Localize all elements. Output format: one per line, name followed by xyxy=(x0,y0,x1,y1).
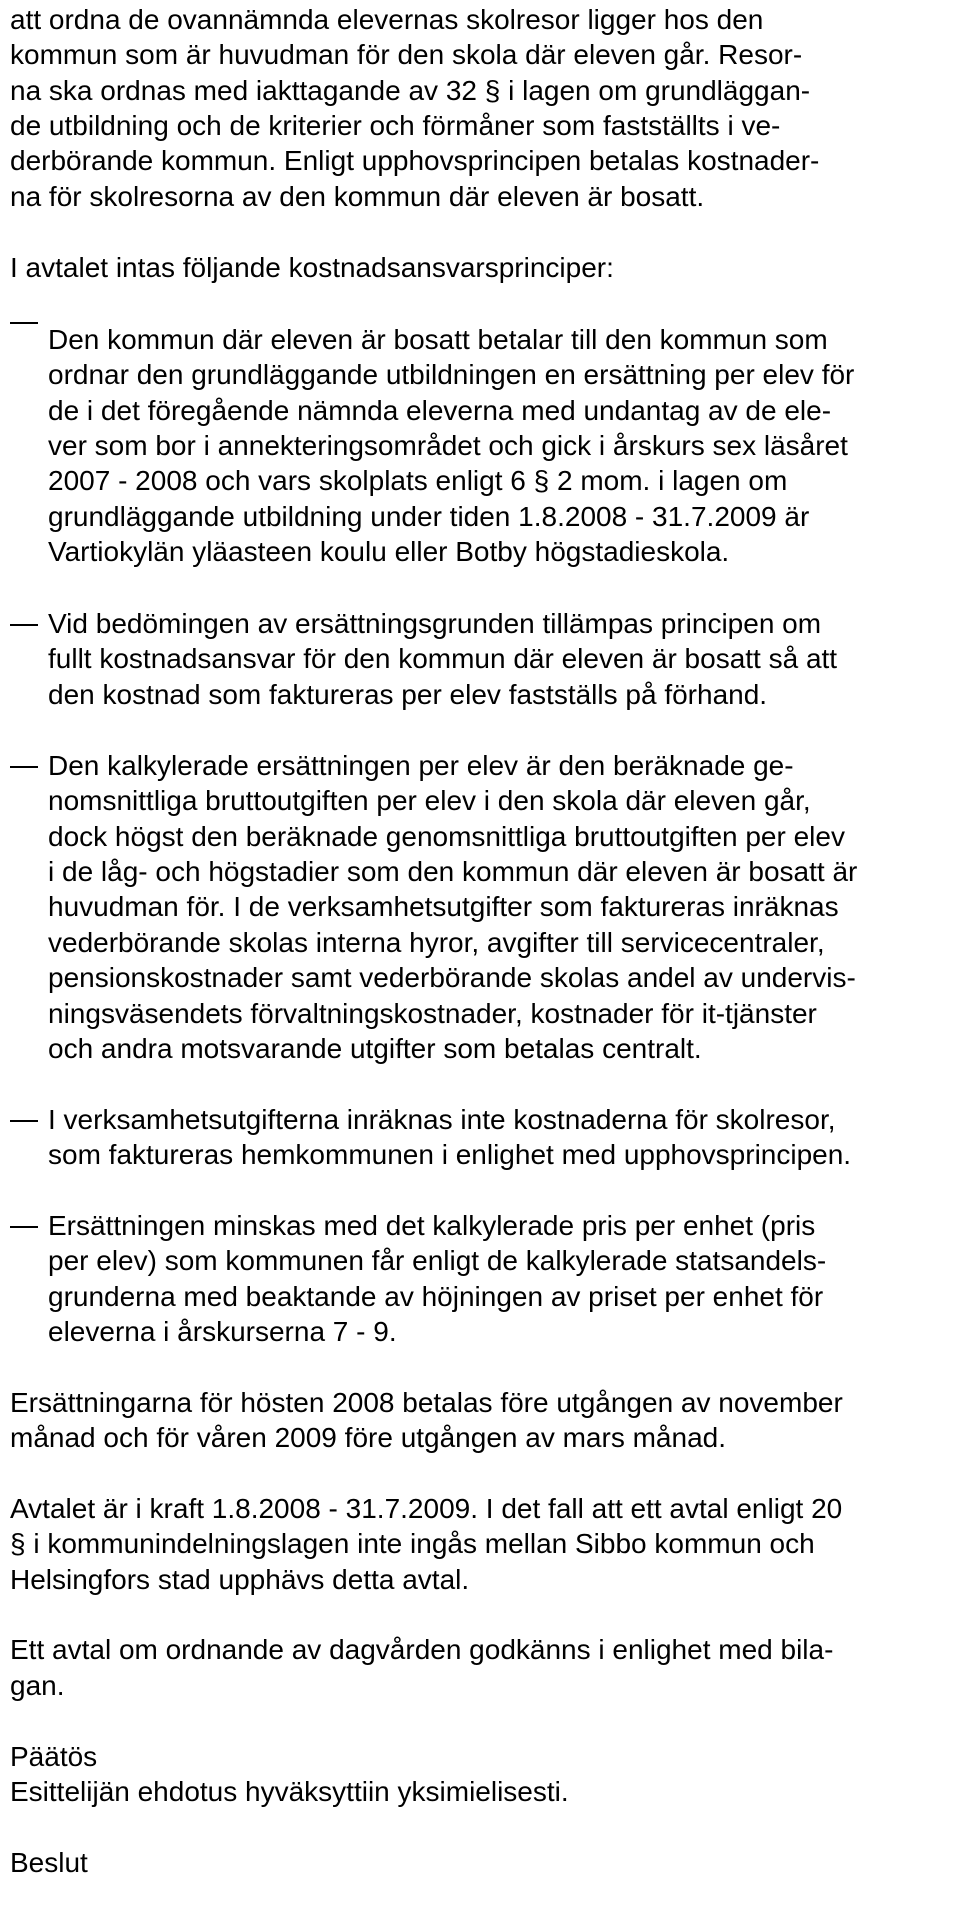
text-line: i de låg- och högstadier som den kommun där eleven är bosatt är xyxy=(48,856,858,887)
text-line: Ett avtal om ordnande av dagvården godkänns i enlighet med bila- xyxy=(10,1634,834,1665)
text-line: och andra motsvarande utgifter som betalas centralt. xyxy=(48,1033,702,1064)
text-line: na för skolresorna av den kommun där eleven är bosatt. xyxy=(10,181,705,212)
text-line: dock högst den beräknade genomsnittliga bruttoutgiften per elev xyxy=(48,821,845,852)
text-line: Den kommun där eleven är bosatt betalar till den kommun som xyxy=(48,324,828,355)
text-line: ver som bor i annekteringsområdet och gick i årskurs sex läsåret xyxy=(48,430,848,461)
text-line: Ersättningen minskas med det kalkylerade pris per enhet (pris xyxy=(48,1210,816,1241)
text-line: Ersättningarna för hösten 2008 betalas före utgången av november xyxy=(10,1387,843,1418)
text-line: Avtalet är i kraft 1.8.2008 - 31.7.2009. I det fall att ett avtal enligt 20 xyxy=(10,1493,843,1524)
decision-heading-fi: Päätös xyxy=(10,1741,98,1772)
text-line: grunderna med beaktande av höjningen av priset per enhet för xyxy=(48,1281,824,1312)
text-line: månad och för våren 2009 före utgången av mars månad. xyxy=(10,1422,726,1453)
text-line: I verksamhetsutgifterna inräknas inte kostnaderna för skolresor, xyxy=(48,1104,836,1135)
text-line: kommun som är huvudman för den skola där eleven går. Resor- xyxy=(10,39,803,70)
text-line: eleverna i årskurserna 7 - 9. xyxy=(48,1316,397,1347)
text-line: Vid bedömingen av ersättningsgrunden tillämpas principen om xyxy=(48,608,822,639)
text-line: 2007 - 2008 och vars skolplats enligt 6 § 2 mom. i lagen om xyxy=(48,465,788,496)
dash-bullet-icon xyxy=(10,766,38,768)
text-line: den kostnad som faktureras per elev fastställs på förhand. xyxy=(48,679,768,710)
text-line: de utbildning och de kriterier och förmåner som fastställts i ve- xyxy=(10,110,781,141)
principles-intro: I avtalet intas följande kostnadsansvarsprinciper: xyxy=(10,252,614,283)
text-line: fullt kostnadsansvar för den kommun där eleven är bosatt så att xyxy=(48,643,838,674)
text-line: vederbörande skolas interna hyror, avgifter till servicecentraler, xyxy=(48,927,825,958)
text-line: Helsingfors stad upphävs detta avtal. xyxy=(10,1564,470,1595)
text-line: Vartiokylän yläasteen koulu eller Botby högstadieskola. xyxy=(48,536,730,567)
text-line: grundläggande utbildning under tiden 1.8.2008 - 31.7.2009 är xyxy=(48,501,810,532)
text-line: huvudman för. I de verksamhetsutgifter som faktureras inräknas xyxy=(48,891,839,922)
dash-bullet-icon xyxy=(10,1226,38,1228)
dash-bullet-icon xyxy=(10,624,38,626)
text-line: derbörande kommun. Enligt upphovsprincipen betalas kostnader- xyxy=(10,145,820,176)
text-line: att ordna de ovannämnda elevernas skolresor ligger hos den xyxy=(10,4,764,35)
dash-bullet-icon xyxy=(10,1120,38,1122)
dash-bullet-icon xyxy=(10,322,38,324)
text-line: gan. xyxy=(10,1670,65,1701)
text-line: Den kalkylerade ersättningen per elev är den beräknade ge- xyxy=(48,750,794,781)
text-line: nomsnittliga bruttoutgiften per elev i den skola där eleven går, xyxy=(48,785,811,816)
text-line: ordnar den grundläggande utbildningen en ersättning per elev för xyxy=(48,359,855,390)
text-line: som faktureras hemkommunen i enlighet med upphovsprincipen. xyxy=(48,1139,852,1170)
text-line: de i det föregående nämnda eleverna med undantag av de ele- xyxy=(48,395,832,426)
text-line: na ska ordnas med iakttagande av 32 § i lagen om grundläggan- xyxy=(10,75,811,106)
text-line: ningsväsendets förvaltningskostnader, kostnader för it-tjänster xyxy=(48,998,817,1029)
text-line: per elev) som kommunen får enligt de kalkylerade statsandels- xyxy=(48,1245,827,1276)
text-line: § i kommunindelningslagen inte ingås mellan Sibbo kommun och xyxy=(10,1528,815,1559)
decision-text-fi: Esittelijän ehdotus hyväksyttiin yksimielisesti. xyxy=(10,1776,569,1807)
decision-heading-sv: Beslut xyxy=(10,1847,88,1878)
text-line: pensionskostnader samt vederbörande skolas andel av undervis- xyxy=(48,962,856,993)
